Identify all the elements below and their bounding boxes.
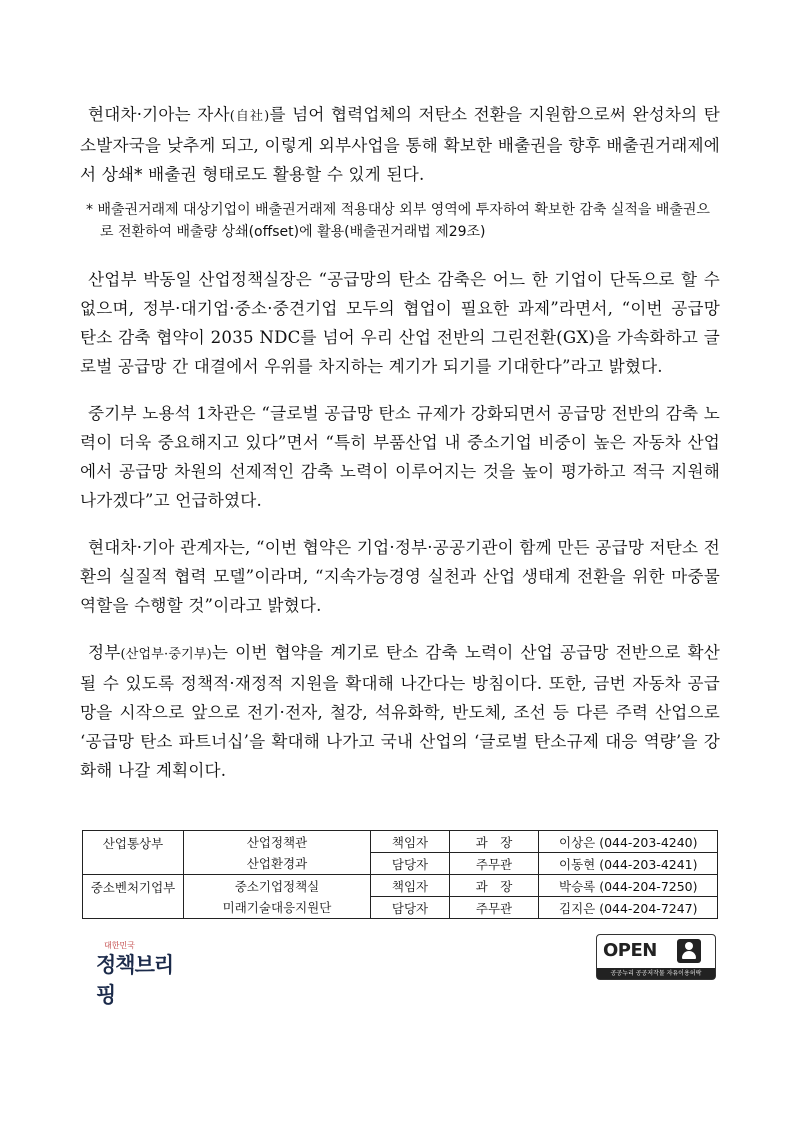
person-cell: 김지은 (044-204-7247) <box>539 897 718 919</box>
department-cell: 중소기업정책실 미래기술대응지원단 <box>184 875 371 919</box>
role-cell: 책임자 <box>371 831 450 853</box>
paragraph-3: 중기부 노용석 1차관은 “글로벌 공급망 탄소 규제가 강화되면서 공급망 전반의 감축 노력이 더욱 중요해지고 있다”면서 “특히 부품산업 내 중소기업 비중이 높은 자동차 산업에서 공급망 차원의 선제적인 감축 노력이 이루어지는 것을 높이 평가하고 적극 지원해 나가겠다”고 언급하였다. <box>80 404 720 510</box>
open-label: OPEN <box>603 940 657 961</box>
person-cell: 박승록 (044-204-7250) <box>539 875 718 897</box>
policy-briefing-logo <box>96 940 186 1007</box>
person-cell: 이상은 (044-203-4240) <box>539 831 718 853</box>
department-cell: 산업정책관 산업환경과 <box>184 831 371 875</box>
person-cell: 이동현 (044-203-4241) <box>539 853 718 875</box>
table-row <box>83 875 718 897</box>
role-cell: 담당자 <box>371 897 450 919</box>
role-cell: 책임자 <box>371 875 450 897</box>
contact-table <box>82 830 718 919</box>
document-body <box>80 100 720 803</box>
person-icon <box>677 939 701 963</box>
title-cell: 주무관 <box>450 853 539 875</box>
logo-kicker: 대한민국 <box>104 941 135 950</box>
license-bar-text: 공공누리 공공저작물 자유이용허락 <box>597 968 715 979</box>
title-cell: 과 장 <box>450 875 539 897</box>
paragraph-1: 현대차·기아는 자사(自社)를 넘어 협력업체의 저탄소 전환을 지원함으로써 완성차의 탄소발자국을 낮추게 되고, 이렇게 외부사업을 통해 확보한 배출권을 향후 배출권거래제에서 상쇄* 배출권 형태로도 활용할 수 있게 된다. <box>80 105 720 184</box>
agency-cell: 중소벤처기업부 <box>83 875 184 919</box>
role-cell: 담당자 <box>371 853 450 875</box>
paragraph-2: 산업부 박동일 산업정책실장은 “공급망의 탄소 감축은 어느 한 기업이 단독으로 할 수 없으며, 정부·대기업·중소·중견기업 모두의 협업이 필요한 과제”라면서, “이번 공급망 탄소 감축 협약이 2035 NDC를 넘어 우리 산업 전반의 그린전환(GX)을 가속화하고 글로벌 공급망 간 대결에서 우위를 차지하는 계기가 되기를 기대한다”라고 밝혔다. <box>80 270 720 376</box>
agency-cell: 산업통상부 <box>83 831 184 875</box>
paragraph-5: 정부(산업부·중기부)는 이번 협약을 계기로 탄소 감축 노력이 산업 공급망 전반으로 확산될 수 있도록 정책적·재정적 지원을 확대해 나간다는 방침이다. 또한, 금번 자동차 공급망을 시작으로 앞으로 전기·전자, 철강, 석유화학, 반도체, 조선 등 다른 주력 산업으로 ‘공급망 탄소 파트너십’을 확대해 나가고 국내 산업의 ‘글로벌 탄소규제 대응 역량’을 강화해 나갈 계획이다. <box>80 643 720 780</box>
table-row <box>83 831 718 853</box>
paragraph-4: 현대차·기아 관계자는, “이번 협약은 기업·정부·공공기관이 함께 만든 공급망 저탄소 전환의 실질적 협력 모델”이라며, “지속가능경영 실천과 산업 생태계 전환을 위한 마중물 역할을 수행할 것”이라고 밝혔다. <box>80 538 720 615</box>
footnote: * 배출권거래제 대상기업이 배출권거래제 적용대상 외부 영역에 투자하여 확보한 감축 실적을 배출권으로 전환하여 배출량 상쇄(offset)에 활용(배출권거래법 제29조) <box>86 202 710 240</box>
title-cell: 과 장 <box>450 831 539 853</box>
logo-wordmark: 정책브리핑 <box>96 953 174 1007</box>
open-license-badge <box>596 934 716 980</box>
title-cell: 주무관 <box>450 897 539 919</box>
